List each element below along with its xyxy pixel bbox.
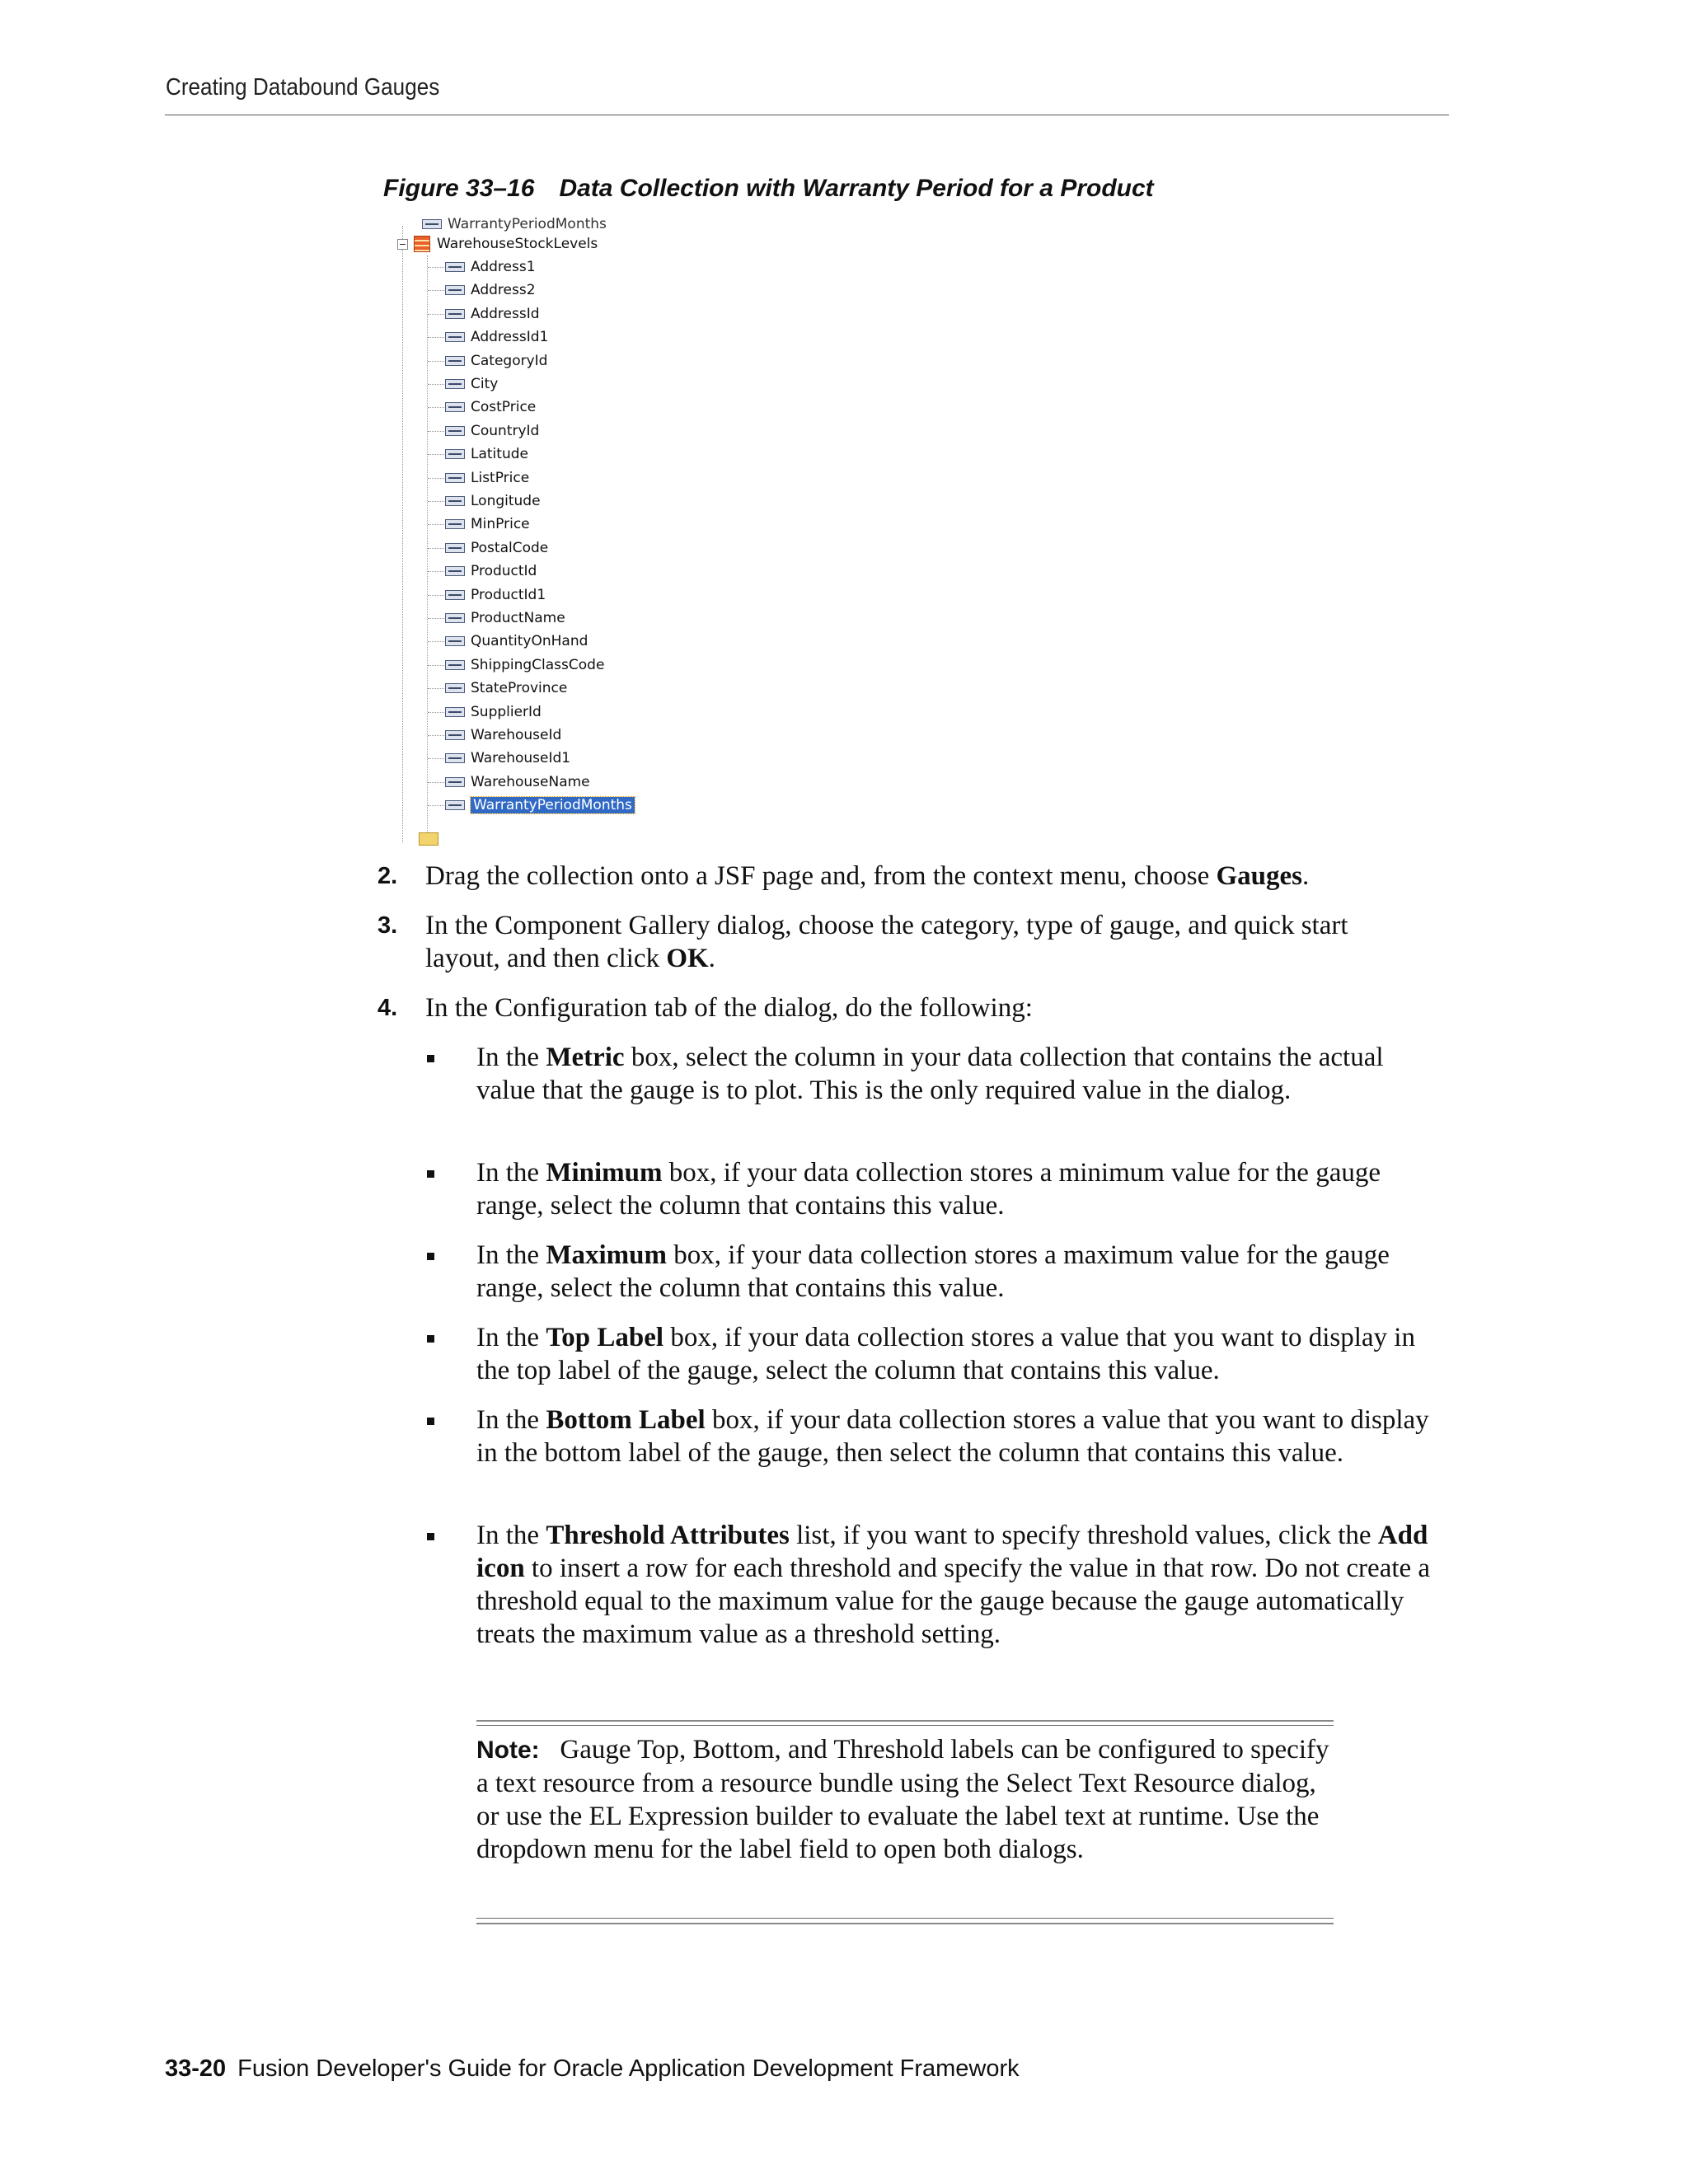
tree-item-attribute[interactable]: [445, 748, 570, 768]
tree-item-attribute[interactable]: [445, 397, 536, 417]
tree-item-label: CategoryId: [471, 352, 548, 369]
tree-item-label: MinPrice: [471, 516, 530, 533]
attribute-icon: [445, 449, 465, 459]
page-number: 33-20: [165, 2055, 227, 2082]
tree-item-label: Address2: [471, 282, 536, 299]
figure-title: Data Collection with Warranty Period for a Product: [559, 175, 1154, 202]
tree-item-label: ProductId: [471, 563, 537, 580]
tree-item-label: SupplierId: [471, 703, 542, 720]
bullet-marker: [427, 1055, 434, 1062]
tree-item-attribute[interactable]: [445, 678, 567, 698]
attribute-icon: [445, 426, 465, 436]
tree-item-label: CostPrice: [471, 399, 537, 416]
note-rule-bottom: [476, 1923, 1334, 1924]
attribute-icon: [445, 519, 465, 529]
tree-item-attribute[interactable]: [445, 374, 498, 394]
step-number: 3.: [377, 912, 398, 939]
step-number: 4.: [377, 995, 398, 1021]
tree-item-attribute[interactable]: [445, 280, 536, 300]
tree-item-label: City: [471, 376, 499, 392]
attribute-icon: [445, 379, 465, 389]
tree-item-label: WarehouseId1: [471, 750, 571, 767]
tree-connector: [428, 712, 446, 713]
tree-connector: [428, 478, 446, 479]
tree-connector: [428, 805, 446, 806]
attribute-icon: [445, 613, 465, 623]
attribute-icon: [445, 566, 465, 576]
tree-item-label: CountryId: [471, 422, 540, 439]
figure-caption: [383, 175, 1154, 203]
tree-item-label: ProductId1: [471, 586, 546, 603]
tree-connector: [428, 314, 446, 315]
tree-item-label: Latitude: [471, 446, 528, 463]
tree-item-attribute[interactable]: [445, 257, 536, 277]
attribute-icon: [445, 800, 465, 810]
attribute-icon: [445, 660, 465, 670]
tree-connector: [428, 782, 446, 783]
tree-item-label: QuantityOnHand: [471, 633, 588, 650]
attribute-icon: [445, 707, 465, 717]
tree-connector: [428, 571, 446, 572]
tree-connector: [428, 758, 446, 759]
attribute-icon: [445, 309, 465, 319]
attribute-icon: [422, 219, 442, 229]
tree-connector: [428, 595, 446, 596]
tree-item-attribute[interactable]: [445, 561, 537, 581]
tree-item-label: ProductName: [471, 610, 565, 626]
note-box: [476, 1733, 1334, 1866]
bullet-text: In the Metric box, select the column in your data collection that contains the actual value that the gauge is to plot. This is the only required value in the dialog.: [476, 1043, 1384, 1105]
tree-item-label: ShippingClassCode: [471, 656, 605, 673]
step-number: 2.: [377, 863, 398, 889]
note-rule-bottom: [476, 1918, 1334, 1919]
note-rule-top: [476, 1720, 1334, 1722]
attribute-icon: [445, 473, 465, 483]
tree-connector: [428, 501, 446, 502]
attribute-icon: [445, 356, 465, 366]
tree-item-label: Longitude: [471, 493, 541, 509]
attribute-icon: [445, 402, 465, 412]
bullet-text: In the Threshold Attributes list, if you want to specify threshold values, click the Add icon to insert a row for each threshold and specify the value in that row. Do not create a threshold equal to the maximum value for the gauge because the gauge automatically treats the maximum value as a threshold setting.: [476, 1521, 1431, 1649]
attribute-icon: [445, 636, 465, 646]
tree-item-label: Address1: [471, 259, 536, 275]
note-text: Gauge Top, Bottom, and Threshold labels can be configured to specify a text resource from a resource bundle using the Select Text Resource dialog, or use the EL Expression builder to evaluate the label text at runtime. Use the dropdown menu for the label field to open both dialogs.: [476, 1735, 1329, 1864]
tree-item-label: PostalCode: [471, 539, 549, 556]
tree-item-cut[interactable]: [422, 214, 607, 234]
tree-item-collection[interactable]: [414, 234, 598, 254]
tree-item-label: WarehouseStockLevels: [437, 236, 598, 252]
bullet-marker: [427, 1253, 434, 1260]
tree-connector: [428, 688, 446, 689]
bullet-text: In the Maximum box, if your data collection stores a maximum value for the gauge range, select the column that contains this value.: [476, 1240, 1390, 1303]
attribute-icon: [445, 683, 465, 693]
tree-item-label: AddressId: [471, 305, 540, 322]
bullet-marker: [427, 1533, 434, 1540]
tree-item-attribute[interactable]: [445, 725, 561, 745]
running-header: Creating Databound Gauges: [166, 74, 440, 101]
tree-connector: [428, 337, 446, 338]
tree-item-attribute[interactable]: [445, 655, 604, 675]
tree-item-label: ListPrice: [471, 469, 530, 486]
tree-guide-line: [402, 226, 403, 842]
tree-item-attribute[interactable]: [445, 795, 635, 815]
tree-item-attribute[interactable]: [445, 444, 528, 464]
attribute-icon: [445, 753, 465, 763]
tree-connector: [428, 290, 446, 291]
bullet-marker: [427, 1170, 434, 1178]
tree-item-label: WarrantyPeriodMonths: [448, 216, 607, 232]
tree-item-attribute[interactable]: [445, 327, 548, 347]
tree-item-attribute[interactable]: [445, 304, 540, 324]
tree-screenshot: [392, 216, 659, 842]
tree-connector: [428, 618, 446, 619]
tree-item-attribute[interactable]: [445, 608, 565, 628]
tree-item-label: WarehouseId: [471, 727, 562, 743]
attribute-icon: [445, 543, 465, 553]
tree-item-label: AddressId1: [471, 329, 549, 346]
tree-connector: [428, 361, 446, 362]
tree-item-attribute[interactable]: [445, 585, 546, 605]
attribute-icon: [445, 730, 465, 740]
page-footer: [165, 2055, 1020, 2083]
tree-connector: [428, 454, 446, 455]
tree-connector: [428, 641, 446, 642]
tree-item-attribute[interactable]: [445, 351, 547, 371]
bullet-marker: [427, 1418, 434, 1425]
tree-item-label: WarehouseName: [471, 773, 590, 790]
attribute-icon: [445, 496, 465, 506]
figure-number: Figure 33–16: [383, 175, 535, 202]
attribute-icon: [445, 777, 465, 787]
tree-item-attribute[interactable]: [445, 491, 541, 511]
tree-connector: [428, 407, 446, 408]
tree-connector: [428, 431, 446, 432]
attribute-icon: [445, 285, 465, 295]
bullet-marker: [427, 1335, 434, 1343]
bullet-text: In the Bottom Label box, if your data collection stores a value that you want to display in the bottom label of the gauge, then select the column that contains this value.: [476, 1405, 1429, 1468]
tree-item-attribute[interactable]: [445, 702, 542, 722]
attribute-icon: [445, 262, 465, 272]
bullet-text: In the Minimum box, if your data collection stores a minimum value for the gauge range, select the column that contains this value.: [476, 1158, 1381, 1221]
note-rule-top: [476, 1725, 1334, 1726]
folder-icon: [419, 832, 438, 846]
tree-item-label: WarrantyPeriodMonths: [471, 797, 635, 813]
tree-item-attribute[interactable]: [445, 468, 529, 488]
tree-guide-line: [427, 255, 428, 842]
collapse-icon[interactable]: [397, 239, 408, 250]
tree-item-label: StateProvince: [471, 680, 568, 697]
tree-connector: [428, 267, 446, 268]
tree-item-attribute[interactable]: [445, 538, 548, 558]
step-text: In the Component Gallery dialog, choose the category, type of gauge, and quick start layout, and then click OK.: [425, 911, 1348, 973]
tree-item-attribute[interactable]: [445, 514, 530, 534]
tree-connector: [428, 548, 446, 549]
attribute-icon: [445, 590, 465, 600]
collection-icon: [414, 236, 430, 252]
attribute-icon: [445, 332, 465, 342]
tree-connector: [428, 665, 446, 666]
tree-connector: [428, 735, 446, 736]
tree-item-attribute[interactable]: [445, 772, 590, 792]
bullet-text: In the Top Label box, if your data collection stores a value that you want to display in the top label of the gauge, select the column that contains this value.: [476, 1323, 1415, 1385]
tree-item-attribute[interactable]: [445, 631, 588, 651]
note-label: Note:: [476, 1736, 540, 1764]
step-text: In the Configuration tab of the dialog, do the following:: [425, 993, 1033, 1023]
footer-title: Fusion Developer's Guide for Oracle Application Development Framework: [237, 2055, 1020, 2082]
tree-connector: [428, 384, 446, 385]
step-text: Drag the collection onto a JSF page and, from the context menu, choose Gauges.: [425, 861, 1310, 891]
tree-item-next[interactable]: [419, 829, 445, 849]
tree-connector: [428, 524, 446, 525]
tree-item-attribute[interactable]: [445, 421, 539, 441]
